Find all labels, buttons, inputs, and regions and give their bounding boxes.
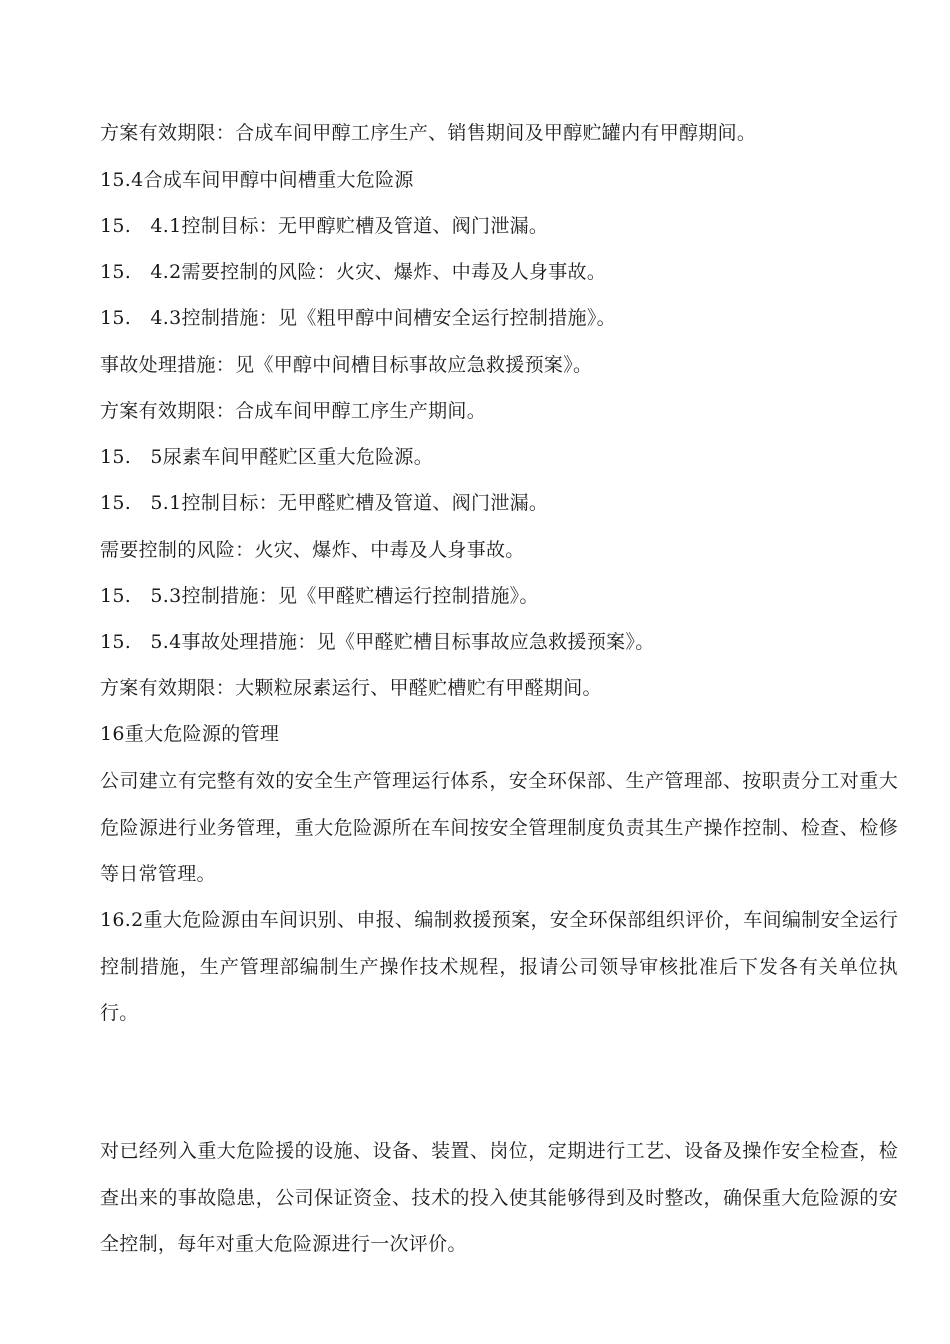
section-heading: 16重大危险源的管理 bbox=[100, 723, 280, 745]
text-line: 15. 5.3控制措施：见《甲醛贮槽运行控制措施》。 bbox=[100, 585, 539, 607]
section-heading: 15.4合成车间甲醇中间槽重大危险源 bbox=[100, 169, 414, 191]
text-line: 15. 4.2需要控制的风险：火灾、爆炸、中毒及人身事故。 bbox=[100, 261, 607, 283]
text-line: 15. 4.3控制措施：见《粗甲醇中间槽安全运行控制措施》。 bbox=[100, 307, 616, 329]
text-line: 方案有效期限：大颗粒尿素运行、甲醛贮槽贮有甲醛期间。 bbox=[100, 677, 602, 699]
body-paragraph: 16.2重大危险源由车间识别、申报、编制救援预案，安全环保部组织评价，车间编制安全运行控制措施，生产管理部编制生产操作技术规程，报请公司领导审核批准后下发各有关单位执行。 bbox=[100, 909, 898, 1024]
text-line: 需要控制的风险：火灾、爆炸、中毒及人身事故。 bbox=[100, 539, 525, 561]
text-line: 15. 4.1控制目标：无甲醇贮槽及管道、阀门泄漏。 bbox=[100, 215, 549, 237]
body-paragraph: 公司建立有完整有效的安全生产管理运行体系，安全环保部、生产管理部、按职责分工对重大危险源进行业务管理，重大危险源所在车间按安全管理制度负责其生产操作控制、检查、检修等日常管理。 bbox=[100, 770, 898, 885]
text-line: 15. 5.4事故处理措施：见《甲醛贮槽目标事故应急救援预案》。 bbox=[100, 631, 655, 653]
section-heading: 15. 5尿素车间甲醛贮区重大危险源。 bbox=[100, 446, 434, 468]
text-line: 方案有效期限：合成车间甲醇工序生产期间。 bbox=[100, 400, 487, 422]
text-line: 事故处理措施：见《甲醇中间槽目标事故应急救援预案》。 bbox=[100, 354, 593, 376]
body-paragraph: 对已经列入重大危险援的设施、设备、装置、岗位，定期进行工艺、设备及操作安全检查，检查出来的事故隐患，公司保证资金、技术的投入使其能够得到及时整改，确保重大危险源的安全控制，每年对重大危险源进行一次评价。 bbox=[100, 1140, 898, 1255]
text-line: 方案有效期限：合成车间甲醇工序生产、销售期间及甲醇贮罐内有甲醇期间。 bbox=[100, 122, 757, 144]
text-line: 15. 5.1控制目标：无甲醛贮槽及管道、阀门泄漏。 bbox=[100, 492, 549, 514]
